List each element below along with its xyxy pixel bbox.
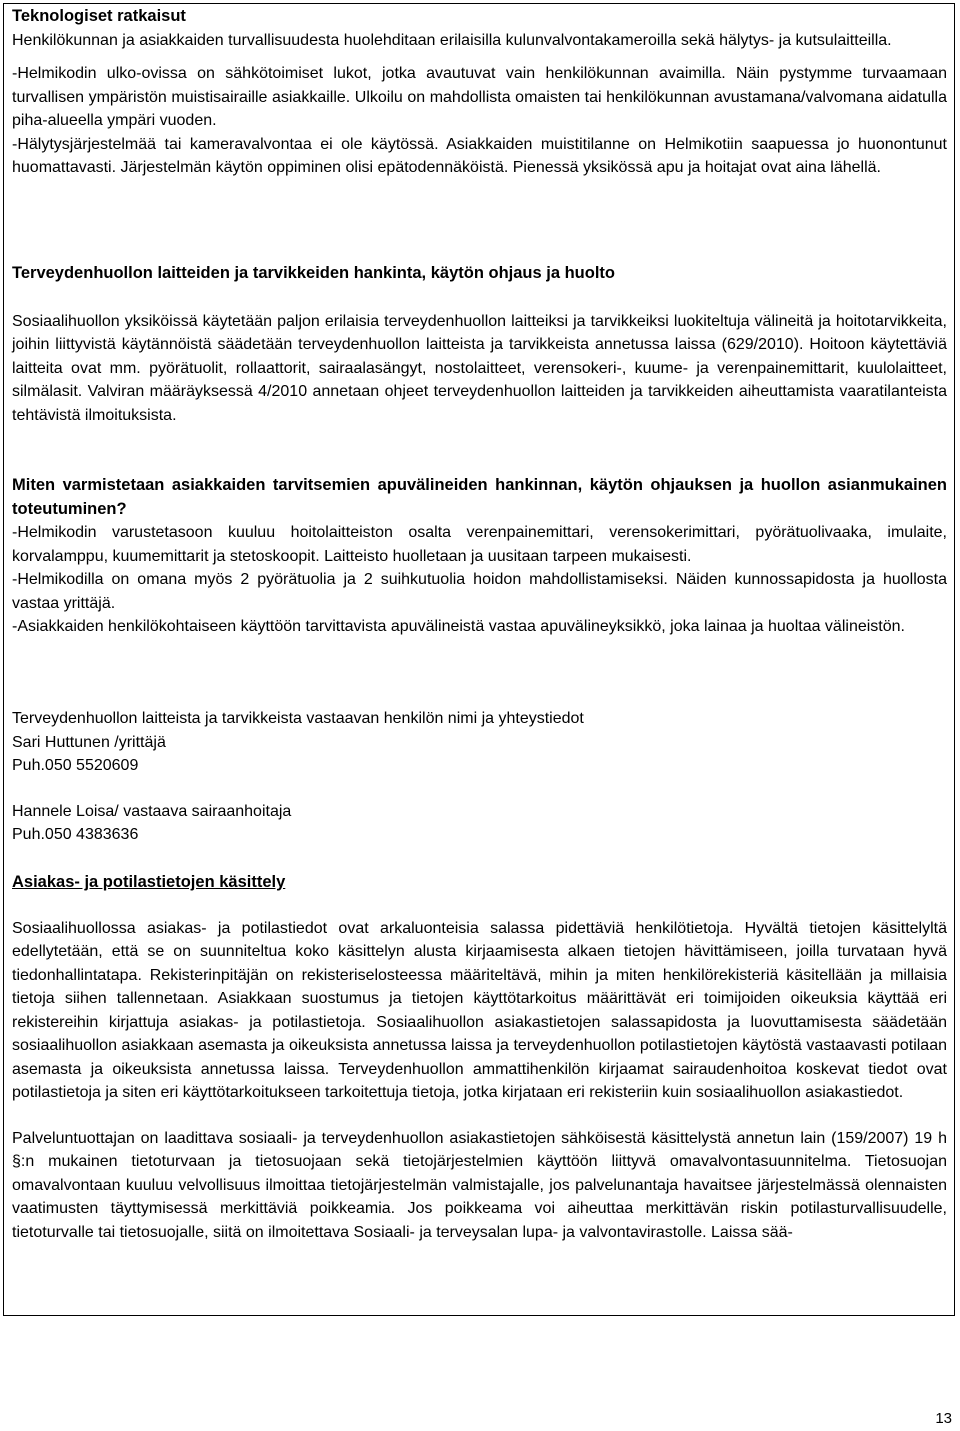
- contact-2-name: Hannele Loisa/ vastaava sairaanhoitaja: [12, 802, 292, 820]
- technology-paragraph-1: Henkilökunnan ja asiakkaiden turvallisuudesta huolehditaan erilaisilla kulunvalvontakameroilla sekä hälytys- ja kutsulaitteilla.: [12, 31, 892, 49]
- section-technology: [12, 5, 947, 180]
- contacts-heading: Terveydenhuollon laitteista ja tarvikkeista vastaavan henkilön nimi ja yhteystiedot: [12, 710, 584, 727]
- section-aids-question: [12, 474, 947, 639]
- health-devices-title: Terveydenhuollon laitteiden ja tarvikkeiden hankinta, käytön ohjaus ja huolto: [12, 264, 615, 282]
- records-paragraph-1: Sosiaalihuollossa asiakas- ja potilastiedot ovat arkaluonteisia salassa pidettäviä henkilötietoja. Hyvältä tietojen käsittelyltä edellytetään, että se on suunniteltua koko käsittelyn alusta kirjaamisesta alkaen tietojen hävittämiseen, joilla turvataan hyvä tiedonhallintatapa. Rekisterinpitäjän on rekisteriselosteessa määriteltävä, mihin ja miten henkilörekisteriä käsitellään ja millaisia tietoja siihen tallennetaan. Asiakkaan suostumus ja tietojen käyttötarkoitus määrittävät eri toimijoiden oikeuksia käyttää eri rekistereihin kirjattuja asiakas- ja potilastietoja. Sosiaalihuollon asiakastietojen salassapidosta ja luovuttamisesta säädetään sosiaalihuollon asiakkaan asemasta ja oikeuksista annetussa laissa ja terveydenhuollon potilastietojen käytöstä vastaavasti potilaan asemasta ja oikeuksista annetussa laissa. Terveydenhuollon ammattihenkilön kirjaamat sairaudenhoitoa koskevat tiedot ovat potilastietoja ja siten eri käyttötarkoitukseen tarkoitettuja tietoja, jotka kirjataan eri rekisteriin kuin sosiaalihuollon asiakastiedot.: [12, 919, 947, 1101]
- aids-question: Miten varmistetaan asiakkaiden tarvitsemien apuvälineiden hankinnan, käytön ohjauksen ja huollon asianmukainen toteutuminen?: [12, 476, 947, 518]
- section-health-devices: [12, 262, 947, 427]
- contact-2-phone: Puh.050 4383636: [12, 826, 139, 843]
- aids-paragraph-3: -Asiakkaiden henkilökohtaiseen käyttöön tarvittavista apuvälineistä vastaa apuvälineyksikkö, joka lainaa ja huoltaa välineistön.: [12, 618, 905, 635]
- page-number: 13: [935, 1410, 952, 1427]
- aids-paragraph-1: -Helmikodin varustetasoon kuuluu hoitolaitteiston osalta verenpainemittari, verensokerimittari, pyörätuolivaaka, imulaite, korvalamppu, kuumemittarit ja stetoskoopit. Laitteisto huolletaan ja uusitaan tarpeen mukaisesti.: [12, 524, 947, 565]
- section-records: [12, 871, 947, 1244]
- contact-1-phone: Puh.050 5520609: [12, 757, 139, 774]
- records-paragraph-2: Palveluntuottajan on laadittava sosiaali- ja terveydenhuollon asiakastietojen sähköisestä käsittelystä annetun lain (159/2007) 19 h §:n mukainen tietoturvaan ja tietosuojaan sekä tietojärjestelmien käyttöön liittyvä omavalvontasuunnitelma. Tietosuojan omavalvontaan kuuluu velvollisuus ilmoittaa tietojärjestelmän valmistajalle, jos palvelunantaja havaitsee järjestelmässä olennaisten vaatimusten täyttymisessä merkittäviä poikkeamia. Jos poikkeama voi aiheuttaa merkittävän riskin potilasturvallisuudelle, tietoturvalle tai tietosuojalle, siitä on ilmoitettava Sosiaali- ja terveysalan lupa- ja valvontavirastolle. Laissa sää-: [12, 1129, 947, 1241]
- health-devices-paragraph: Sosiaalihuollon yksiköissä käytetään paljon erilaisia terveydenhuollon laitteiksi ja tarvikkeiksi luokiteltuja välineitä ja hoitotarvikkeita, joihin liittyvistä käytännöistä säädetään terveydenhuollon laitteista ja tarvikkeista annetussa laissa (629/2010). Hoitoon käytettäviä laitteita ovat mm. pyörätuolit, rollaattorit, sairaalasängyt, nostolaitteet, verensokeri-, kuume- ja verenpainemittarit, kuulolaitteet, silmälasit. Valviran määräyksessä 4/2010 annetaan ohjeet terveydenhuollon laitteiden ja tarvikkeiden aiheuttamista vaaratilanteista tehtävistä ilmoituksista.: [12, 312, 947, 424]
- records-title: Asiakas- ja potilastietojen käsittely: [12, 873, 286, 891]
- aids-paragraph-2: -Helmikodilla on omana myös 2 pyörätuolia ja 2 suihkutuolia hoidon mahdollistamiseksi. Näiden kunnossapidosta ja huollosta vastaa yrittäjä.: [12, 571, 947, 612]
- technology-paragraph-2: -Helmikodin ulko-ovissa on sähkötoimiset lukot, jotka avautuvat vain henkilökunnan avaimilla. Näin pystymme turvaamaan turvallisen ympäristön muistisairaille asiakkaille. Ulkoilu on mahdollista omaisten tai henkilökunnan avustamana/valvomana aidatulla piha-alueella ympäri vuoden.: [12, 65, 947, 129]
- section-contacts: [12, 707, 947, 847]
- technology-title: Teknologiset ratkaisut: [12, 7, 186, 25]
- contact-1-name: Sari Huttunen /yrittäjä: [12, 733, 166, 751]
- technology-paragraph-3: -Hälytysjärjestelmää tai kameravalvontaa ei ole käytössä. Asiakkaiden muistitilanne on Helmikotiin saapuessa jo huonontunut huomattavasti. Järjestelmän käytön oppiminen olisi epätodennäköistä. Pienessä yksikössä apu ja hoitajat ovat aina lähellä.: [12, 135, 947, 176]
